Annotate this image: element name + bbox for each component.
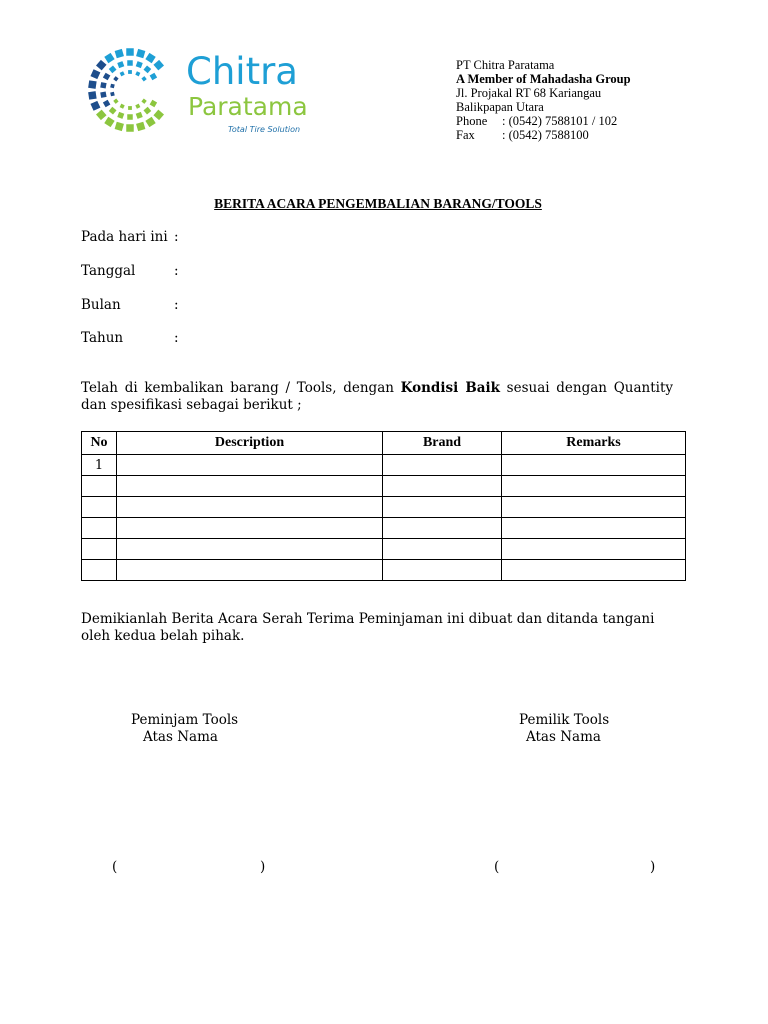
cell-remarks	[502, 476, 686, 497]
logo-square	[109, 107, 117, 115]
company-logo-ring	[84, 46, 184, 134]
logo-square	[120, 104, 125, 109]
cell-remarks	[502, 518, 686, 539]
cell-brand	[383, 455, 502, 476]
header-no: No	[82, 432, 117, 455]
signature-right-sub: Atas Nama	[526, 729, 601, 745]
logo-square	[127, 114, 133, 120]
cell-brand	[383, 497, 502, 518]
cell-description	[117, 518, 383, 539]
logo-square	[96, 110, 107, 121]
logo-square	[113, 99, 118, 104]
logo-square	[96, 60, 107, 71]
header-remarks: Remarks	[502, 432, 686, 455]
logo-square	[100, 82, 106, 88]
cell-description	[117, 560, 383, 581]
logo-square	[128, 106, 132, 110]
logo-square	[117, 112, 124, 119]
signature-left-role: Peminjam Tools	[131, 712, 239, 728]
items-table	[81, 431, 686, 581]
table-header-row	[82, 432, 686, 455]
cell-brand	[383, 476, 502, 497]
logo-square	[126, 48, 134, 56]
logo-square	[136, 61, 143, 68]
logo-square	[103, 73, 111, 81]
logo-square	[136, 49, 145, 58]
document-title: BERITA ACARA PENGEMBALIAN BARANG/TOOLS	[214, 196, 542, 211]
field-colon-hari: :	[174, 229, 179, 245]
logo-square	[113, 76, 118, 81]
field-colon-bulan: :	[174, 297, 179, 313]
cell-no: 1	[82, 455, 117, 476]
cell-no	[82, 560, 117, 581]
company-fax	[456, 128, 589, 142]
logo-square	[136, 112, 143, 119]
signature-right-close-paren: )	[650, 859, 656, 875]
logo-square	[90, 101, 100, 111]
cell-description	[117, 497, 383, 518]
signature-right-role: Pemilik Tools	[519, 712, 610, 728]
logo-square	[141, 99, 146, 104]
fax-label: Fax	[456, 128, 475, 142]
signature-left-close-paren: )	[260, 859, 266, 875]
logo-square	[109, 65, 117, 73]
company-address-line2: Balikpapan Utara	[456, 100, 544, 114]
header-brand: Brand	[383, 432, 502, 455]
logo-square	[153, 110, 164, 121]
signature-left-sub: Atas Nama	[143, 729, 218, 745]
logo-square	[153, 60, 164, 71]
signature-right-open-paren: (	[494, 859, 500, 875]
logo-square	[110, 84, 115, 89]
logo-tagline: Total Tire Solution	[228, 125, 301, 134]
logo-square	[127, 60, 133, 66]
phone-label: Phone	[456, 114, 488, 128]
logo-square	[145, 53, 155, 63]
logo-wordmark-chitra: Chitra	[186, 50, 298, 93]
logo-square	[104, 53, 114, 63]
table-row	[82, 497, 686, 518]
logo-square	[128, 70, 132, 74]
logo-square	[143, 107, 151, 115]
logo-square	[150, 100, 158, 108]
field-label-tanggal: Tanggal	[81, 263, 136, 279]
company-member: A Member of Mahadasha Group	[456, 72, 631, 86]
field-colon-tahun: :	[174, 330, 179, 346]
intro-text-start: Telah di kembalikan barang / Tools, dengan	[81, 380, 401, 396]
logo-square	[88, 91, 96, 99]
intro-text-bold: Kondisi Baik	[400, 380, 500, 396]
fax-value: : (0542) 7588100	[502, 128, 589, 142]
cell-no	[82, 539, 117, 560]
cell-remarks	[502, 455, 686, 476]
logo-square	[115, 122, 124, 131]
field-label-hari: Pada hari ini	[81, 229, 168, 245]
logo-square	[104, 117, 114, 127]
logo-square	[117, 61, 124, 68]
cell-no	[82, 518, 117, 539]
intro-paragraph	[81, 380, 673, 414]
signature-left-open-paren: (	[112, 859, 118, 875]
logo-square	[136, 122, 145, 131]
table-row	[82, 539, 686, 560]
cell-no	[82, 497, 117, 518]
table-row	[82, 476, 686, 497]
company-address-line1: Jl. Projakal RT 68 Kariangau	[456, 86, 602, 100]
logo-square	[150, 73, 158, 81]
company-name: PT Chitra Paratama	[456, 58, 555, 72]
logo-square	[103, 100, 111, 108]
closing-paragraph: Demikianlah Berita Acara Serah Terima Peminjaman ini dibuat dan ditanda tangani oleh kedua belah pihak.	[81, 611, 655, 644]
cell-remarks	[502, 560, 686, 581]
logo-square	[88, 80, 96, 88]
logo-square	[110, 92, 115, 97]
cell-description	[117, 455, 383, 476]
logo-square	[143, 65, 151, 73]
logo-square	[126, 124, 134, 132]
table-row	[82, 560, 686, 581]
field-colon-tanggal: :	[174, 263, 179, 279]
logo-square	[141, 76, 146, 81]
intro-text-end: sesuai dengan Quantity dan spesifikasi sebagai berikut ;	[81, 380, 673, 413]
header-description: Description	[117, 432, 383, 455]
phone-value: : (0542) 7588101 / 102	[502, 114, 618, 128]
cell-brand	[383, 518, 502, 539]
cell-no	[82, 476, 117, 497]
logo-square	[120, 71, 125, 76]
cell-brand	[383, 560, 502, 581]
cell-description	[117, 539, 383, 560]
cell-remarks	[502, 539, 686, 560]
logo-square	[90, 69, 100, 79]
cell-remarks	[502, 497, 686, 518]
logo-square	[100, 92, 106, 98]
table-row	[82, 455, 686, 476]
logo-square	[135, 104, 140, 109]
company-phone	[456, 114, 617, 128]
cell-description	[117, 476, 383, 497]
field-label-tahun: Tahun	[81, 330, 124, 346]
field-label-bulan: Bulan	[81, 297, 121, 313]
table-row	[82, 518, 686, 539]
cell-brand	[383, 539, 502, 560]
logo-square	[145, 117, 155, 127]
logo-wordmark-paratama: Paratama	[188, 92, 308, 121]
logo-square	[115, 49, 124, 58]
logo-square	[135, 71, 140, 76]
